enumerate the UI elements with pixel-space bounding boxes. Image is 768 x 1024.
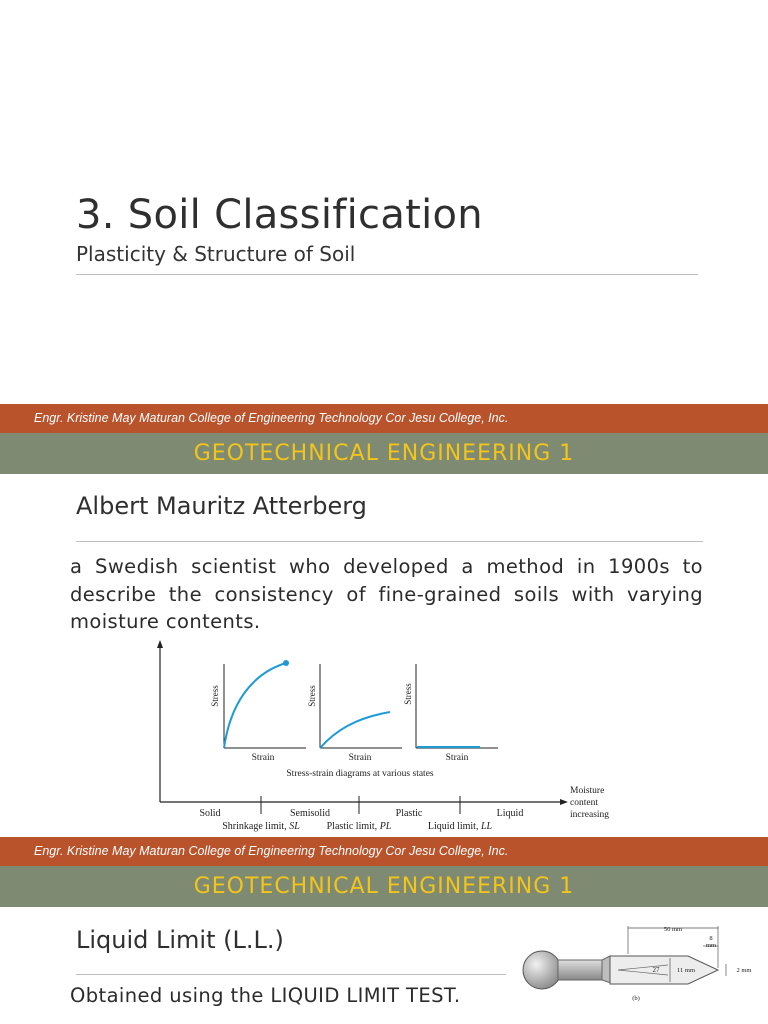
course-banner (0, 433, 768, 474)
diagram2-curve (320, 712, 390, 748)
slide-subtitle: Plasticity & Structure of Soil (76, 242, 356, 266)
footer-bar (0, 404, 768, 433)
shrinkage-limit-label: Shrinkage limit, SL (222, 821, 300, 832)
title-divider (76, 274, 698, 275)
liquid-limit-divider (76, 974, 506, 975)
dim-2-label: 2 mm (736, 967, 752, 974)
diagram2-stress-label: Stress (307, 685, 317, 707)
state-label-liquid: Liquid (496, 808, 524, 819)
footer-author-text: Engr. Kristine May Maturan College of Engineering Technology Cor Jesu College, Inc. (34, 411, 509, 425)
diagram1-failure-point (283, 660, 289, 666)
course-title-2: GEOTECHNICAL ENGINEERING 1 (193, 874, 575, 899)
figure-caption: Stress-strain diagrams at various states (286, 769, 434, 779)
tool-shaft (558, 960, 602, 980)
liquid-limit-heading: Liquid Limit (L.L.) (76, 926, 284, 954)
atterberg-heading: Albert Mauritz Atterberg (76, 492, 367, 520)
diagram2-strain-label: Strain (348, 753, 372, 763)
diagram3-strain-label: Strain (445, 753, 469, 763)
atterberg-description: a Swedish scientist who developed a method in 1900s to describe the consistency of fine-grained soils with varying moisture contents. (70, 555, 703, 633)
liquid-limit-label: Liquid limit, LL (427, 821, 493, 832)
diagram1-curve (224, 663, 286, 748)
course-title: GEOTECHNICAL ENGINEERING 1 (193, 441, 575, 466)
footer-bar-2 (0, 837, 768, 866)
atterberg-limits-figure (150, 636, 630, 832)
dim-8-unit: mm (705, 942, 717, 949)
plastic-limit-label: Plastic limit, PL (326, 821, 392, 832)
moisture-arrow (560, 799, 568, 805)
heading-divider (76, 541, 703, 542)
state-label-solid: Solid (199, 808, 221, 819)
tool-ball-handle (523, 951, 561, 989)
diagram1-stress-label: Stress (210, 685, 220, 707)
y-arrow (157, 640, 163, 648)
dim-11-label: 11 mm (677, 967, 695, 974)
dim-27-label: 27 (652, 966, 660, 974)
state-label-semisolid: Semisolid (289, 808, 331, 819)
state-label-plastic: Plastic (395, 808, 423, 819)
grooving-tool-figure (518, 918, 764, 1018)
panel-label: (b) (632, 995, 640, 1002)
dim-8-value: 8 (709, 935, 713, 942)
footer-author-text-2: Engr. Kristine May Maturan College of Engineering Technology Cor Jesu College, Inc. (34, 844, 509, 858)
slide-title: 3. Soil Classification (76, 192, 483, 238)
moisture-label-line1: Moisture (570, 786, 605, 796)
diagram3-stress-label: Stress (403, 683, 413, 705)
course-banner-2 (0, 866, 768, 907)
diagram1-strain-label: Strain (251, 753, 275, 763)
liquid-limit-body: Obtained using the LIQUID LIMIT TEST. (70, 984, 461, 1007)
dim-50-label: 50 mm (663, 926, 683, 933)
moisture-label-line2: content (570, 798, 598, 808)
moisture-label-line3: increasing (570, 810, 610, 820)
tool-blade (610, 956, 718, 984)
